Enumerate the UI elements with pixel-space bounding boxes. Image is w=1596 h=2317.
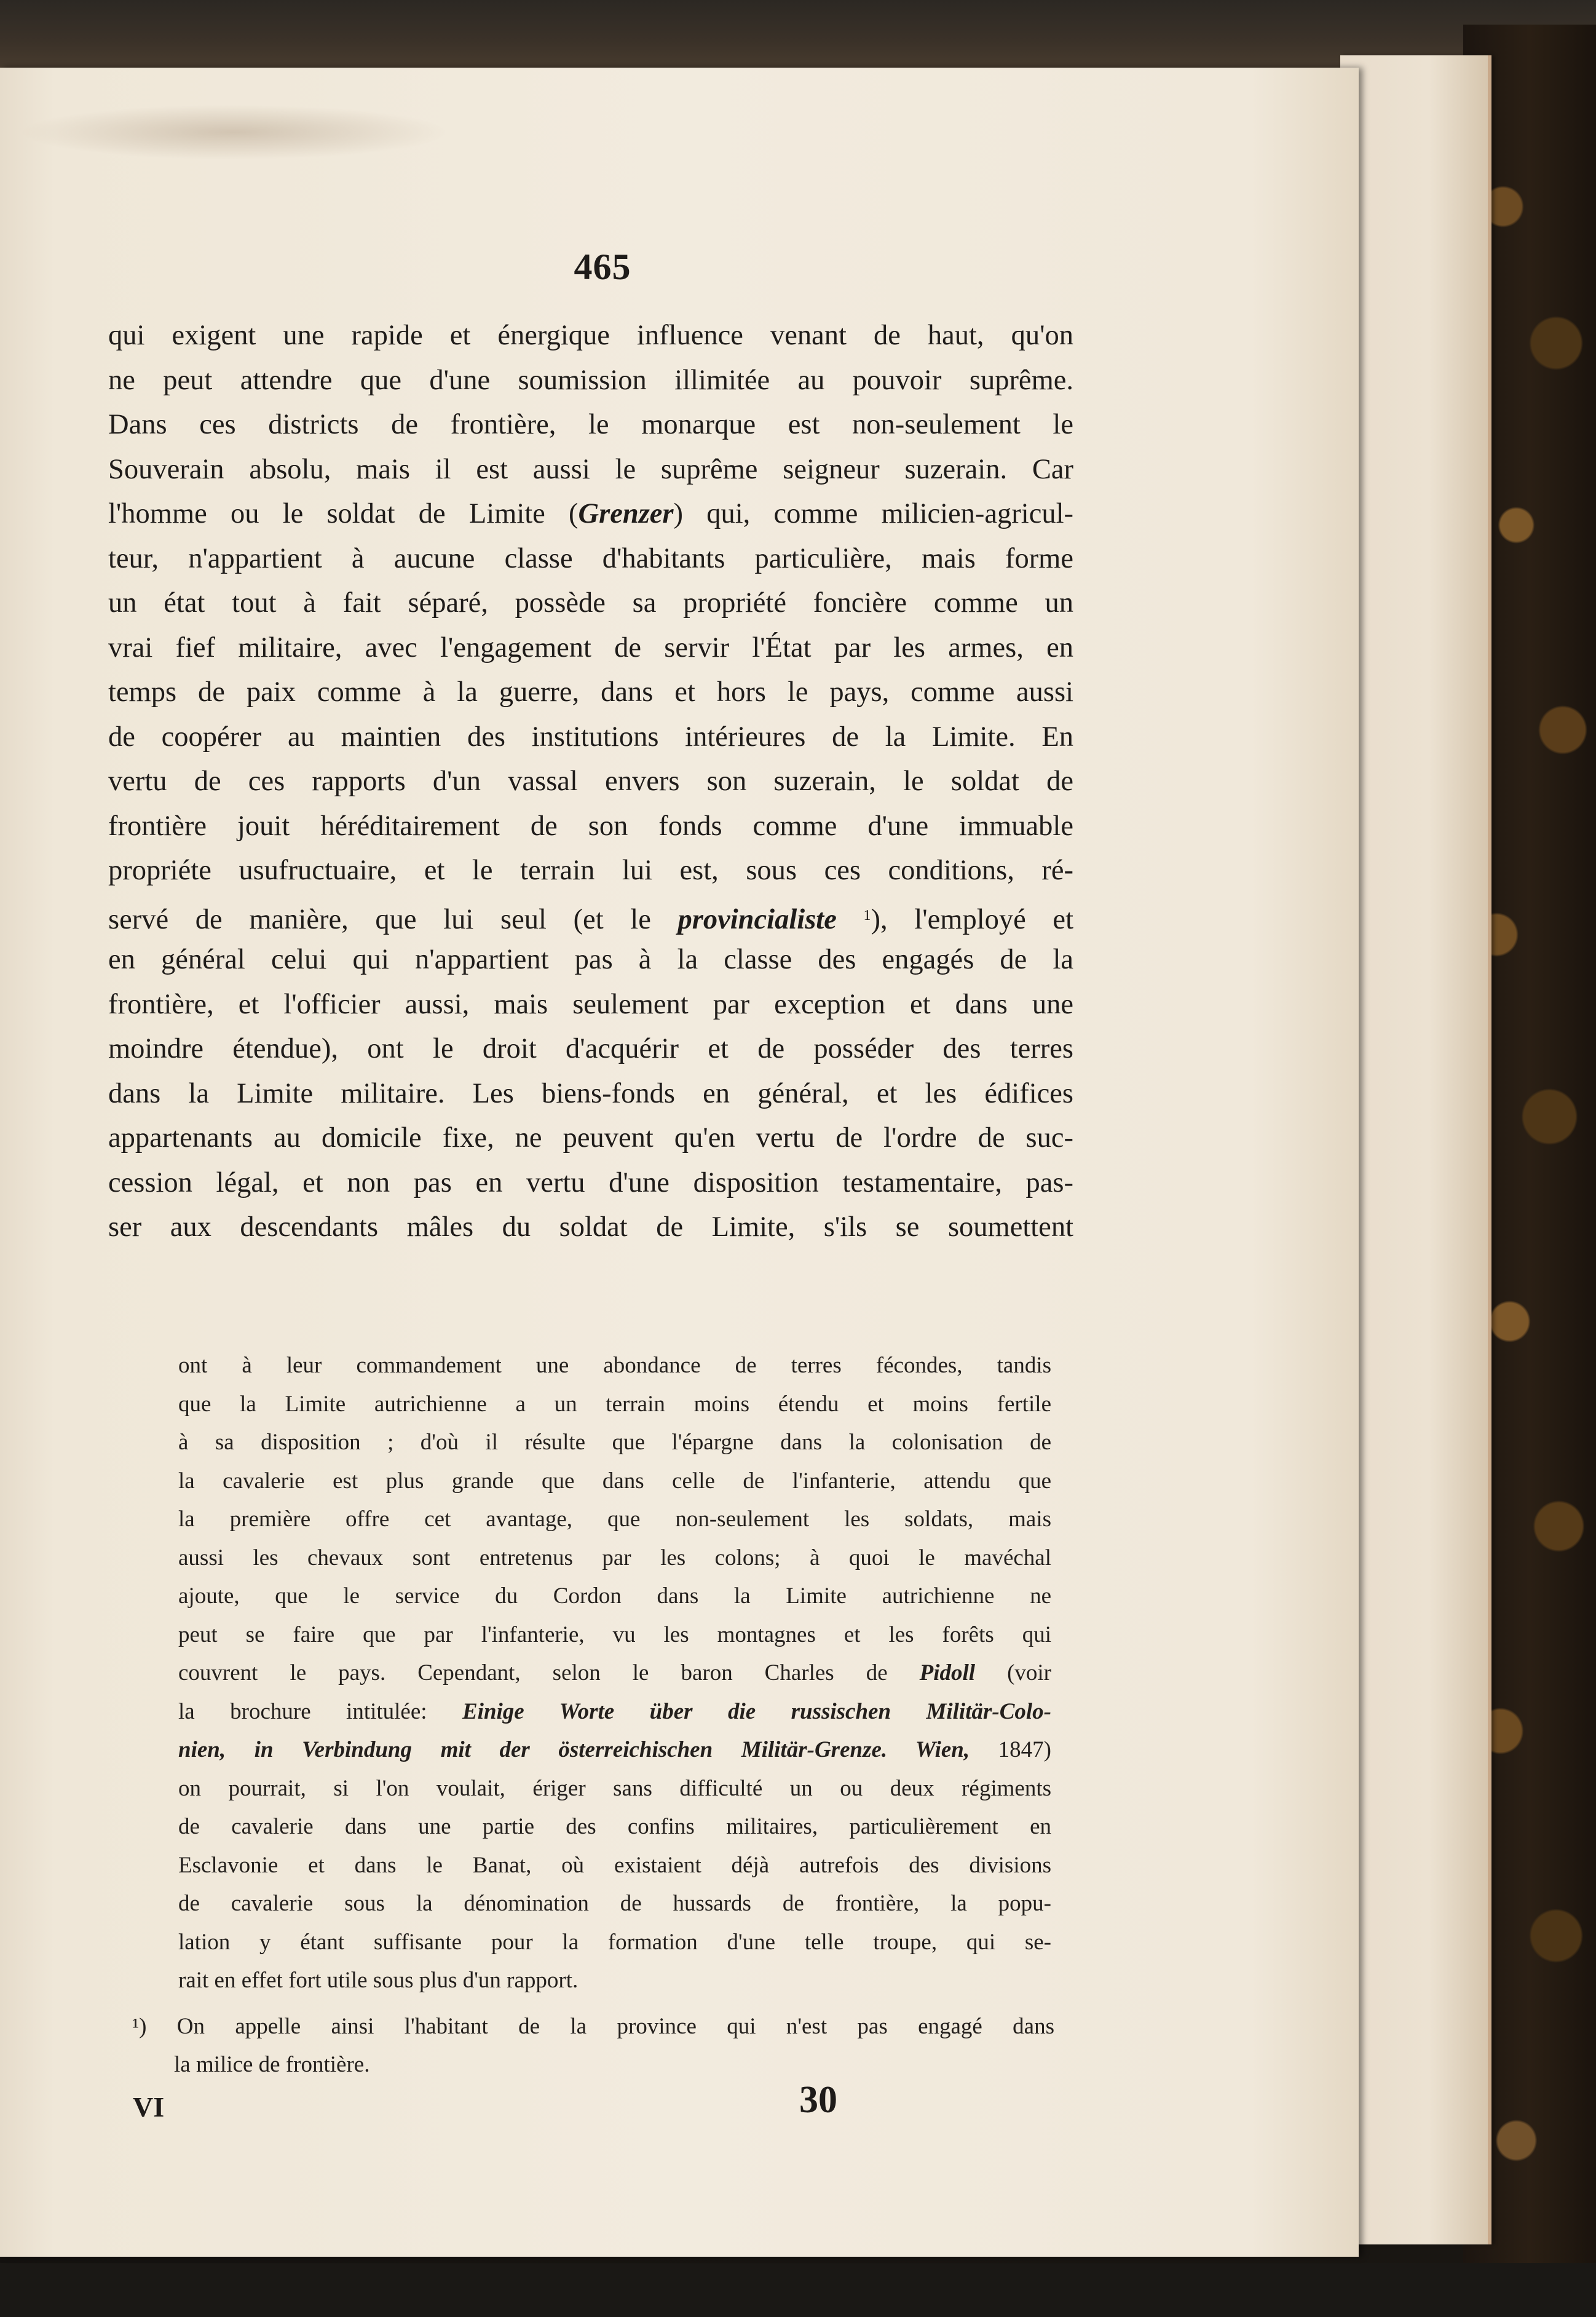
body-line: frontière, et l'officier aussi, mais seulement par exception et dans une (108, 988, 1073, 1020)
footnote-line (178, 1731, 1051, 1770)
footnote-line: que la Limite autrichienne a un terrain moins étendu et moins fertile (178, 1391, 1051, 1417)
italic-title: nien, in Verbindung mit der österreichischen Militär-Grenze. Wien, (178, 1737, 970, 1762)
footnote-line (178, 1654, 1051, 1693)
body-line: temps de paix comme à la guerre, dans et hors le pays, comme aussi (108, 676, 1073, 708)
body-line: qui exigent une rapide et énergique influence venant de haut, qu'on (108, 320, 1073, 351)
paper-stain (18, 105, 449, 160)
body-text-fragment: ) qui, comme milicien-agricul- (673, 498, 1074, 529)
footnote-line: aussi les chevaux sont entretenus par les colons; à quoi le mavéchal (178, 1545, 1051, 1570)
body-line: teur, n'appartient à aucune classe d'habitants particulière, mais forme (108, 542, 1073, 574)
footnote-line: rait en effet fort utile sous plus d'un rapport. (178, 1968, 579, 1993)
body-line: cession légal, et non pas en vertu d'une disposition testamentaire, pas- (108, 1166, 1073, 1198)
body-text-fragment: l'homme ou le soldat de Limite ( (108, 498, 579, 529)
body-text (108, 314, 1073, 1250)
footnote-line: Esclavonie et dans le Banat, où existaient déjà autrefois des divisions (178, 1852, 1051, 1878)
footnote-line: à sa disposition ; d'où il résulte que l'épargne dans la colonisation de (178, 1430, 1051, 1455)
body-line: vertu de ces rapports d'un vassal envers son suzerain, le soldat de (108, 766, 1073, 797)
body-line: en général celui qui n'appartient pas à la classe des engagés de la (108, 944, 1073, 975)
body-line: de coopérer au maintien des institutions intérieures de la Limite. En (108, 721, 1073, 753)
body-line: moindre étendue), ont le droit d'acquérir et de posséder des terres (108, 1033, 1073, 1064)
footnote-ref: 1 (863, 907, 871, 924)
signature-mark: VI (133, 2091, 165, 2123)
footnote-line: ajoute, que le service du Cordon dans la Limite autrichienne ne (178, 1583, 1051, 1609)
page-number-top: 465 (574, 247, 631, 287)
footnote-text-fragment: 1847) (970, 1737, 1051, 1762)
italic-name: Pidoll (919, 1660, 976, 1685)
footnote-text-fragment: (voir (975, 1660, 1051, 1685)
footnote-line (178, 1693, 1051, 1732)
italic-term: provincialiste (678, 903, 837, 935)
body-line: dans la Limite militaire. Les biens-fonds en général, et les édifices (108, 1077, 1073, 1109)
body-line: Dans ces districts de frontière, le monarque est non-seulement le (108, 409, 1073, 440)
body-line: ne peut attendre que d'une soumission illimitée au pouvoir suprême. (108, 364, 1073, 396)
footnote-marker: ¹) (132, 2014, 147, 2039)
footnote-1 (132, 2008, 1054, 2084)
body-line: frontière jouit héréditairement de son fonds comme d'une immuable (108, 810, 1073, 842)
footnote-line: lation y étant suffisante pour la formation d'une telle troupe, qui se- (178, 1929, 1051, 1955)
book-page (0, 68, 1359, 2257)
footnote-line: de cavalerie sous la dénomination de hussards de frontière, la popu- (178, 1891, 1051, 1916)
signature-number: 30 (799, 2079, 837, 2121)
footnote-text-fragment: couvrent le pays. Cependant, selon le baron Charles de (178, 1660, 920, 1685)
body-line: Souverain absolu, mais il est aussi le suprême seigneur suzerain. Car (108, 453, 1073, 485)
body-line: propriéte usufructuaire, et le terrain lui est, sous ces conditions, ré- (108, 855, 1073, 886)
footnote-line: la milice de frontière. (174, 2052, 370, 2077)
footnote-line: la cavalerie est plus grande que dans celle de l'infanterie, attendu que (178, 1468, 1051, 1494)
body-line: ser aux descendants mâles du soldat de Limite, s'ils se soumettent (108, 1211, 1073, 1243)
body-line: un état tout à fait séparé, possède sa propriété foncière comme un (108, 587, 1073, 619)
italic-title: Einige Worte über die russischen Militär-Colo- (462, 1698, 1051, 1724)
footnote-line: peut se faire que par l'infanterie, vu les montagnes et les forêts qui (178, 1622, 1051, 1647)
body-line: appartenants au domicile fixe, ne peuvent qu'en vertu de l'ordre de suc- (108, 1122, 1073, 1154)
footnote-line: on pourrait, si l'on voulait, ériger sans difficulté un ou deux régiments (178, 1775, 1051, 1801)
footnote-line: ont à leur commandement une abondance de terres fécondes, tandis (178, 1353, 1051, 1378)
footnote-continued (178, 1347, 1051, 2000)
footnote-text-fragment: la brochure intitulée: (178, 1698, 462, 1724)
footnote-line (132, 2008, 1054, 2046)
body-text-fragment: servé de manière, que lui seul (et le (108, 903, 678, 935)
body-text-fragment: ), l'employé et (871, 903, 1073, 935)
body-line (108, 893, 1073, 938)
body-line: vrai fief militaire, avec l'engagement de servir l'État par les armes, en (108, 632, 1073, 663)
footnote-line: la première offre cet avantage, que non-seulement les soldats, mais (178, 1507, 1051, 1532)
footnote-line: de cavalerie dans une partie des confins militaires, particulièrement en (178, 1814, 1051, 1839)
body-line (108, 492, 1073, 537)
backdrop (0, 2263, 1596, 2317)
italic-term: Grenzer (578, 498, 674, 529)
back-page-edge (1340, 55, 1491, 2244)
footnote-text-fragment: On appelle ainsi l'habitant de la province qui n'est pas engagé dans (176, 2014, 1055, 2039)
